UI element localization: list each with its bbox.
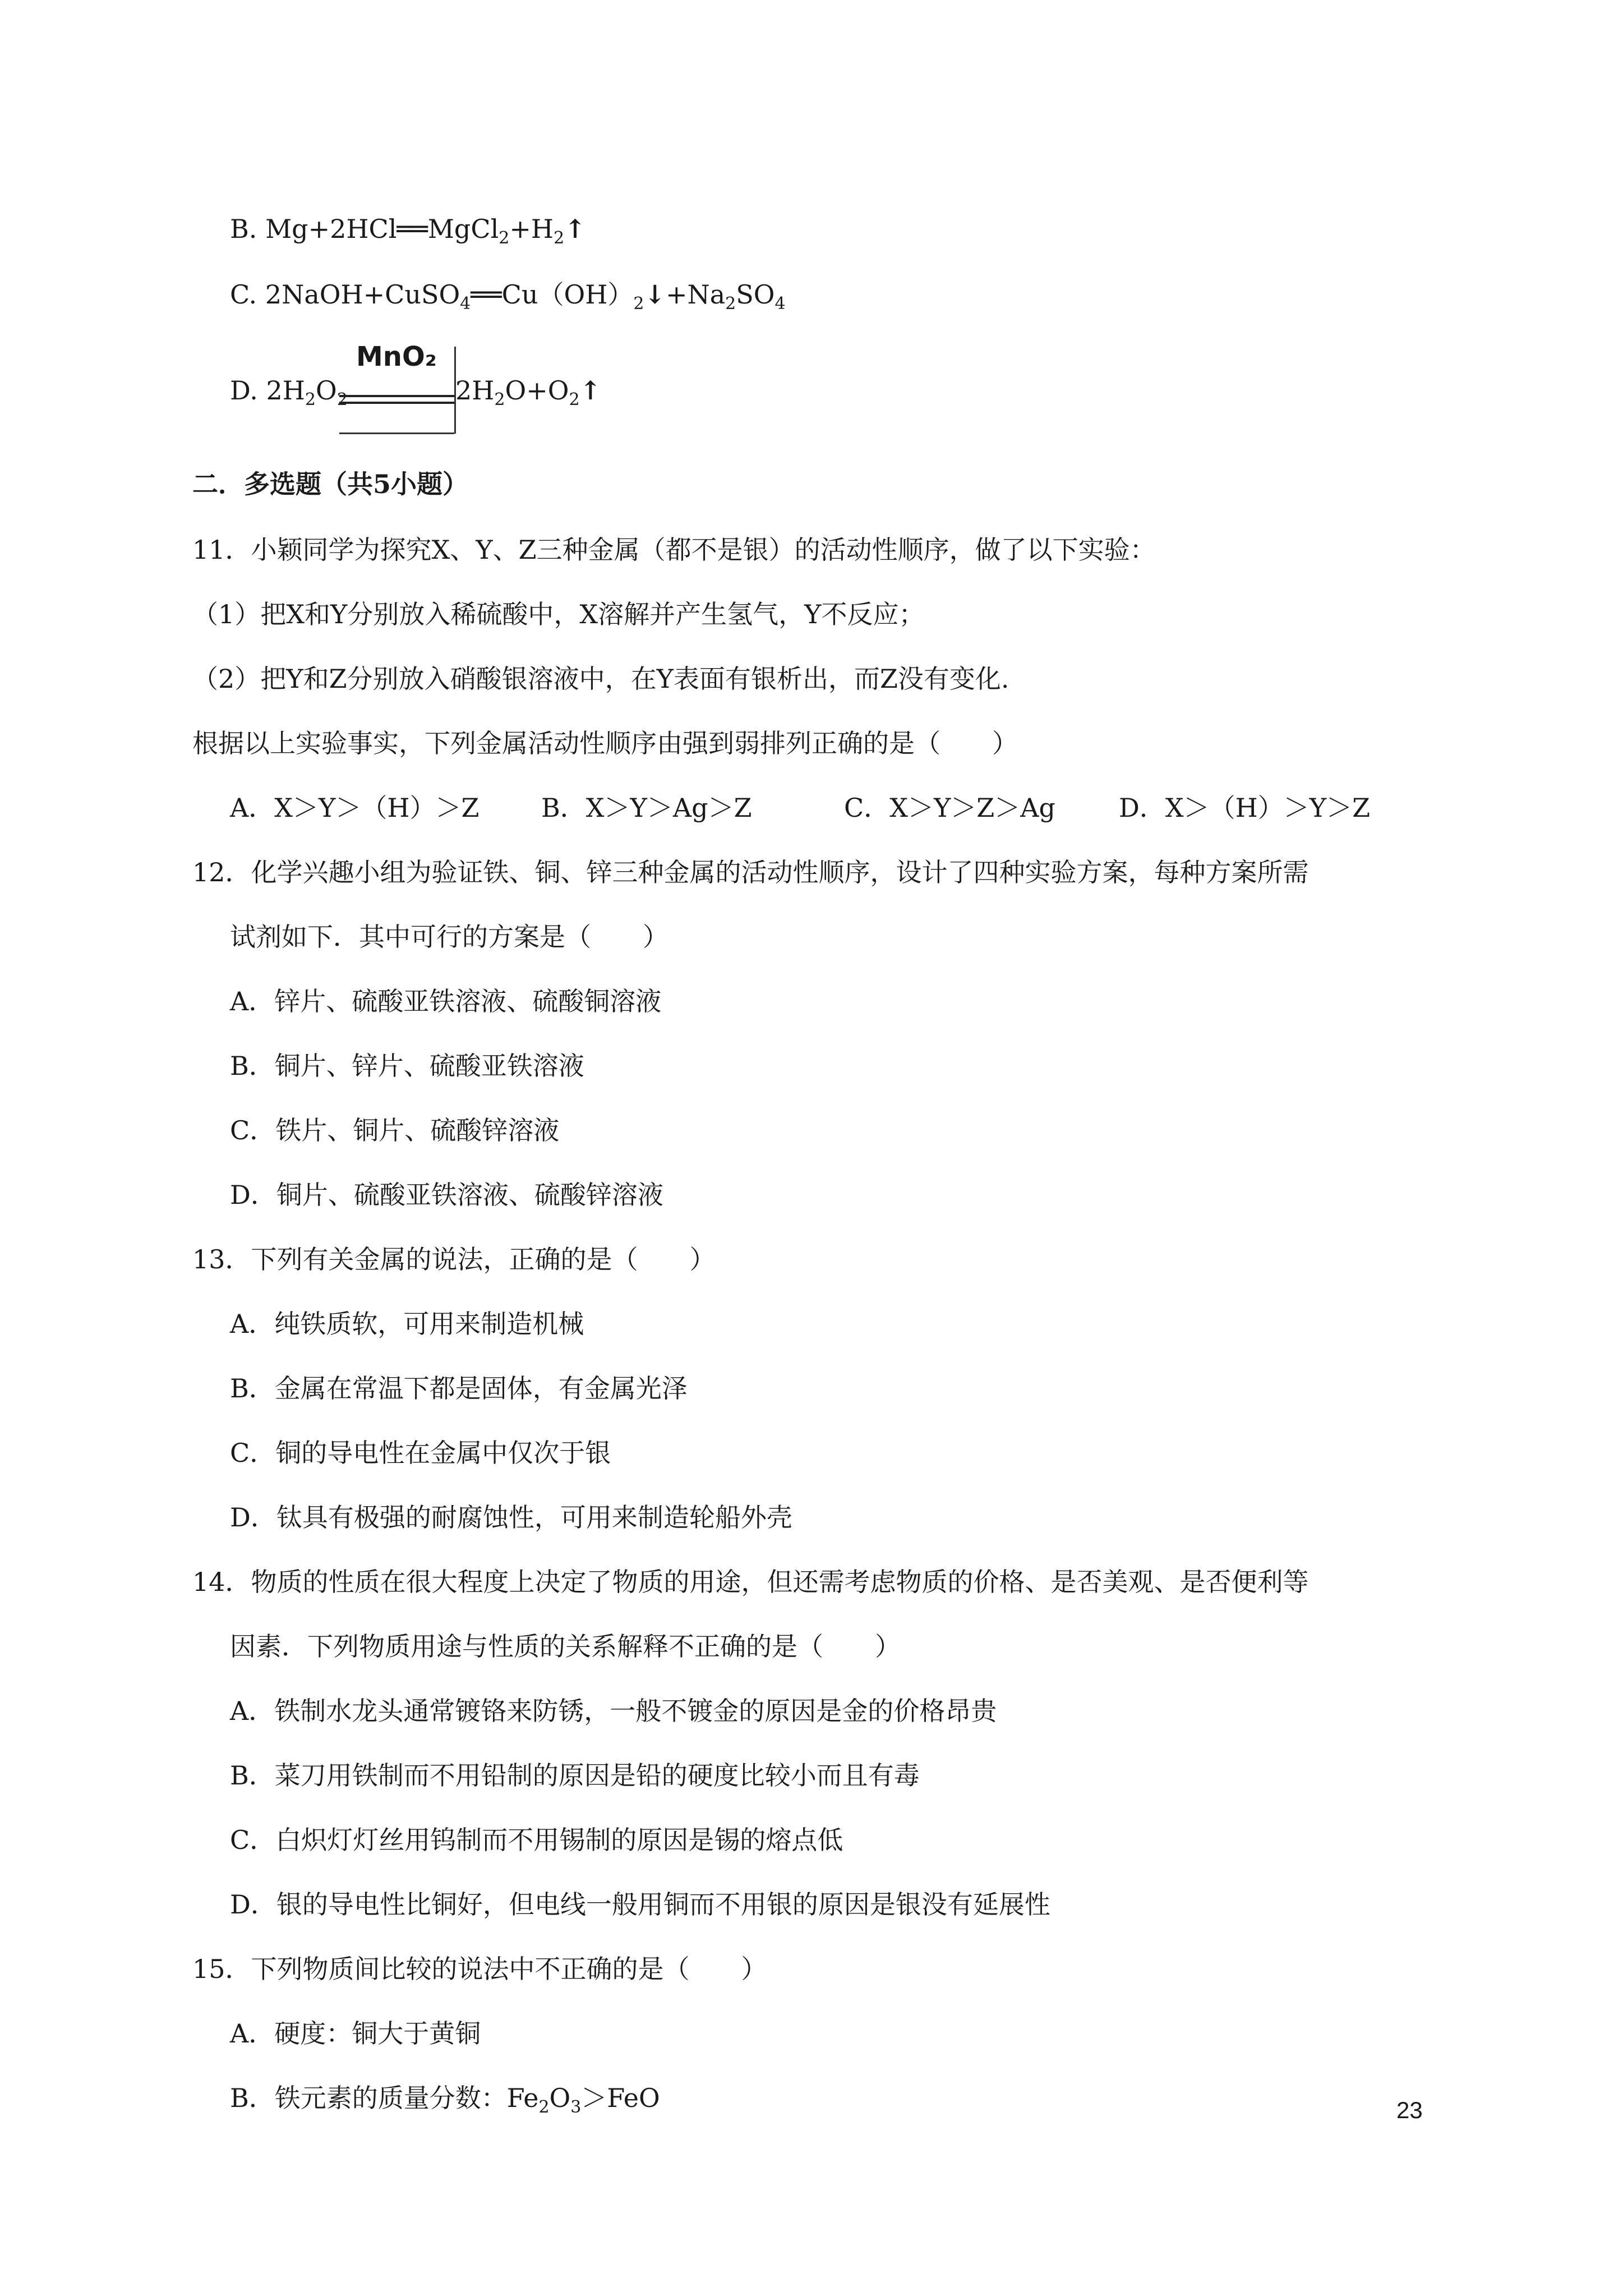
section-heading: 二．多选题（共5小题） (192, 469, 469, 499)
q12-option-c: C．铁片、铜片、硫酸锌溶液 (230, 1115, 560, 1145)
q10-option-b: B. $Mg+2HCl══MgCl_2+H_2↑$ (230, 214, 586, 248)
q11-question: 根据以上实验事实，下列金属活动性顺序由强到弱排列正确的是（ ） (192, 728, 1018, 758)
option-a: A．X＞Y＞（H）＞Z (230, 793, 479, 823)
option-label: B. (230, 214, 257, 244)
option-b: B．X＞Y＞Ag＞Z (541, 793, 752, 823)
precipitate-arrow-icon: ↓ (644, 279, 666, 310)
q10-option-c: C. $2NaOH+CuSO_4══Cu(OH)_2↓+Na_2SO_4$ (230, 279, 786, 314)
q11-stem: 11．小颖同学为探究X、Y、Z三种金属（都不是银）的活动性顺序，做了以下实验： (192, 535, 1156, 565)
equals-line (339, 402, 454, 404)
box-border (339, 432, 454, 434)
q13-option-b: B．金属在常温下都是固体，有金属光泽 (230, 1373, 688, 1404)
q14-option-c: C．白炽灯灯丝用钨制而不用锡制的原因是锡的熔点低 (230, 1825, 843, 1855)
q14-option-a: A．铁制水龙头通常镀铬来防锈，一般不镀金的原因是金的价格昂贵 (230, 1696, 997, 1726)
q15-stem: 15．下列物质间比较的说法中不正确的是（ ） (192, 1954, 767, 1984)
q14-stem-cont: 因素．下列物质用途与性质的关系解释不正确的是（ ） (230, 1631, 901, 1662)
gas-arrow-icon: ↑ (579, 375, 602, 406)
option-c: C．X＞Y＞Z＞Ag (844, 793, 1055, 823)
q11-step-1: （1）把X和Y分别放入稀硫酸中，X溶解并产生氢气，Y不反应； (192, 599, 925, 629)
option-label: D. (230, 375, 258, 406)
q14-option-b: B．菜刀用铁制而不用铅制的原因是铅的硬度比较小而且有毒 (230, 1760, 920, 1791)
q12-stem-cont: 试剂如下．其中可行的方案是（ ） (230, 922, 668, 952)
q15-option-b: B．铁元素的质量分数：$Fe_2O_3>FeO$ (230, 2083, 660, 2117)
q14-stem: 14．物质的性质在很大程度上决定了物质的用途，但还需考虑物质的价格、是否美观、是否便利等 (192, 1567, 1309, 1597)
page-number: 23 (1396, 2097, 1423, 2123)
q13-option-d: D．钛具有极强的耐腐蚀性，可用来制造轮船外壳 (230, 1502, 792, 1533)
option-label: C. (230, 279, 257, 310)
q10-option-d-left: D. $2H_2O_2$ (230, 375, 348, 409)
q12-stem: 12．化学兴趣小组为验证铁、铜、锌三种金属的活动性顺序，设计了四种实验方案，每种方案所需 (192, 857, 1309, 887)
q15-option-a: A．硬度：铜大于黄铜 (230, 2018, 481, 2049)
q13-stem: 13．下列有关金属的说法，正确的是（ ） (192, 1244, 716, 1274)
q12-option-d: D．铜片、硫酸亚铁溶液、硫酸锌溶液 (230, 1180, 663, 1210)
q13-option-c: C．铜的导电性在金属中仅次于银 (230, 1438, 611, 1468)
reaction-condition (339, 341, 454, 434)
q13-option-a: A．纯铁质软，可用来制造机械 (230, 1309, 584, 1339)
q11-options (230, 791, 1370, 825)
q12-option-b: B．铜片、锌片、硫酸亚铁溶液 (230, 1051, 584, 1081)
q10-option-d-right: $2H_2O+O_2↑$ (455, 375, 602, 409)
q11-step-2: （2）把Y和Z分别放入硝酸银溶液中，在Y表面有银析出，而Z没有变化. (192, 664, 1009, 694)
catalyst-label: MnO₂ (356, 341, 437, 372)
option-d: D．X＞（H）＞Y＞Z (1119, 793, 1371, 823)
q14-option-d: D．银的导电性比铜好，但电线一般用铜而不用银的原因是银没有延展性 (230, 1889, 1050, 1920)
gas-arrow-icon: ↑ (564, 214, 586, 244)
equals-line (339, 395, 454, 397)
q12-option-a: A．锌片、硫酸亚铁溶液、硫酸铜溶液 (230, 986, 662, 1016)
